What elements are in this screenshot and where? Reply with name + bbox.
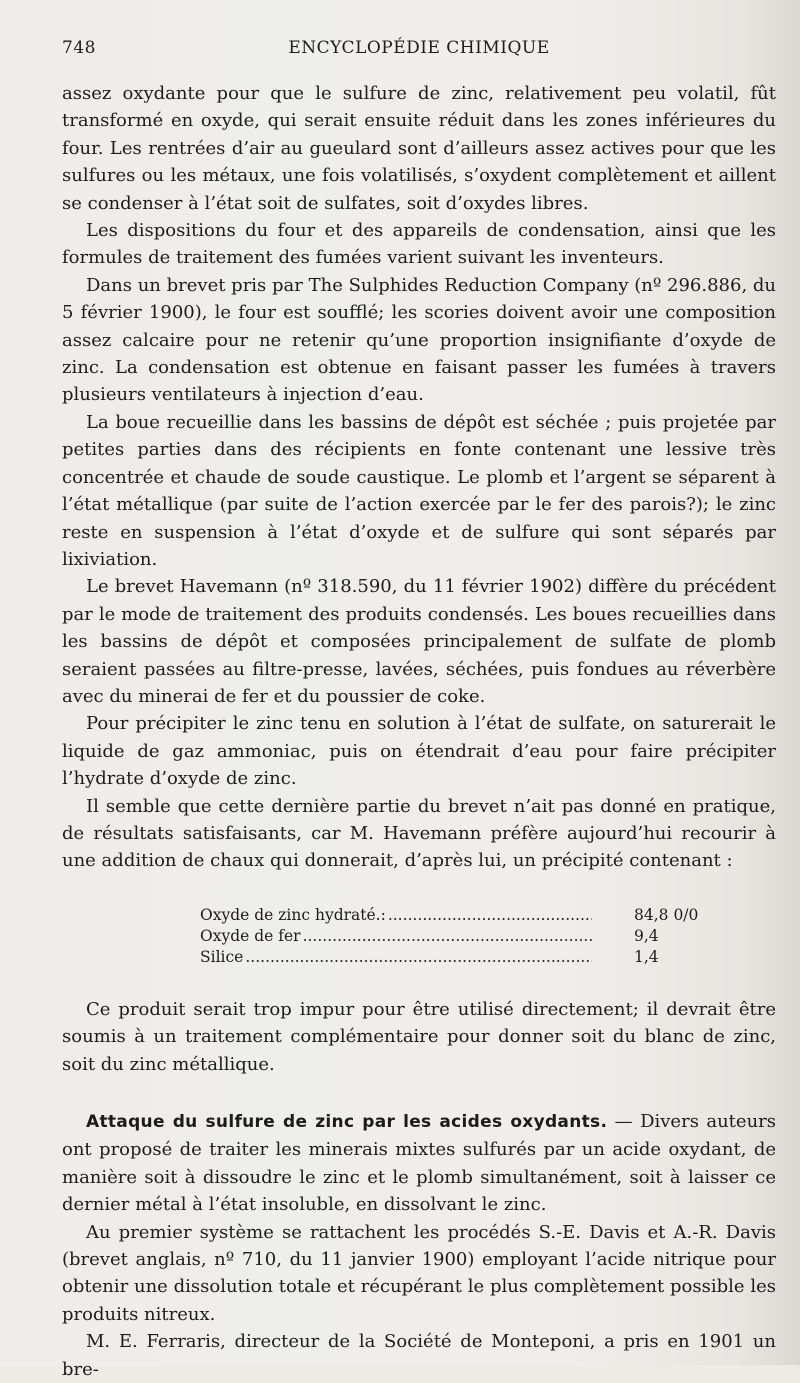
section-spacer [62, 1078, 776, 1108]
composition-row [200, 947, 720, 968]
body-text [62, 80, 776, 1383]
section-heading: Attaque du sulfure de zinc par les acides oxydants. [86, 1112, 608, 1132]
leader-dots [388, 905, 592, 926]
running-head [62, 38, 776, 60]
paragraph: Ce produit serait trop impur pour être utilisé directement; il devrait être soumis à un traitement complémentaire pour donner soit du blanc de zinc, soit du zinc métallique. [62, 998, 776, 1075]
paragraph: Les dispositions du four et des appareils de condensation, ainsi que les formules de traitement des fumées varient suivant les inventeurs. [62, 220, 776, 269]
leader-dots [303, 926, 592, 947]
composition-row [200, 926, 720, 947]
page-number: 748 [62, 38, 96, 58]
composition-name: Oxyde de zinc hydraté.: [200, 905, 386, 924]
composition-name: Silice [200, 947, 244, 966]
composition-table [200, 905, 720, 968]
paragraph: M. E. Ferraris, directeur de la Société de Monteponi, a pris en 1901 un bre- [62, 1331, 776, 1380]
heading-dash: — [607, 1111, 641, 1132]
composition-name: Oxyde de fer [200, 926, 301, 945]
paragraph: La boue recueillie dans les bassins de dépôt est séchée ; puis projetée par petites parties dans des récipients en fonte contenant une lessive très concentrée et chaude de soude caustique. Le plomb et l’argent se séparent à l’état métallique (par suite de l’action exercée par le fer des parois?); le zinc reste en suspension à l’état d’oxyde et de sulfure qui sont séparés par lixiviation. [62, 411, 776, 570]
composition-value: 1,4 [634, 947, 659, 966]
section-intro: Divers auteurs ont proposé de traiter les minerais mixtes sulfurés par un acide oxydant, de manière soit à dissoudre le zinc et le plomb simultanément, soit à laisser ce dernier métal à l’état insoluble, en dissolvant le zinc. [62, 1111, 777, 1216]
composition-value: 9,4 [634, 926, 659, 945]
composition-row [200, 905, 720, 926]
composition-value: 84,8 0/0 [634, 905, 699, 924]
section-paragraph [62, 1108, 776, 1219]
paragraph: Le brevet Havemann (nº 318.590, du 11 février 1902) diffère du précédent par le mode de traitement des produits condensés. Les boues recueillies dans les bassins de dépôt et composées principalement de sulfate de plomb seraient passées au filtre-presse, lavées, séchées, puis fondues au réverbère avec du minerai de fer et du poussier de coke. [62, 576, 776, 707]
leader-dots [245, 947, 592, 968]
paragraph: Il semble que cette dernière partie du brevet n’ait pas donné en pratique, de résultats satisfaisants, car M. Havemann préfère aujourd’hui recourir à une addition de chaux qui donnerait, d’après lui, un précipité contenant : [62, 795, 776, 872]
paragraph: assez oxydante pour que le sulfure de zinc, relativement peu volatil, fût transformé en oxyde, qui serait ensuite réduit dans les zones inférieures du four. Les rentrées d’air au gueulard sont d’ailleurs assez actives pour que les sulfures ou les métaux, une fois volatilisés, s’oxydent complètement et aillent se condenser à l’état soit de sulfates, soit d’oxydes libres. [62, 83, 776, 214]
paragraph: Dans un brevet pris par The Sulphides Reduction Company (nº 296.886, du 5 février 1900), le four est soufflé; les scories doivent avoir une composition assez calcaire pour ne retenir qu’une proportion insignifiante d’oxyde de zinc. La condensation est obtenue en faisant passer les fumées à travers plusieurs ventilateurs à injection d’eau. [62, 274, 777, 406]
paragraph: Au premier système se rattachent les procédés S.-E. Davis et A.-R. Davis (brevet anglais, nº 710, du 11 janvier 1900) employant l’acide nitrique pour obtenir une dissolution totale et récupérant le plus complètement possible les produits nitreux. [62, 1221, 776, 1325]
paragraph: Pour précipiter le zinc tenu en solution à l’état de sulfate, on saturerait le liquide de gaz ammoniac, puis on étendrait d’eau pour faire précipiter l’hydrate d’oxyde de zinc. [62, 713, 776, 790]
running-title: ENCYCLOPÉDIE CHIMIQUE [288, 38, 550, 58]
